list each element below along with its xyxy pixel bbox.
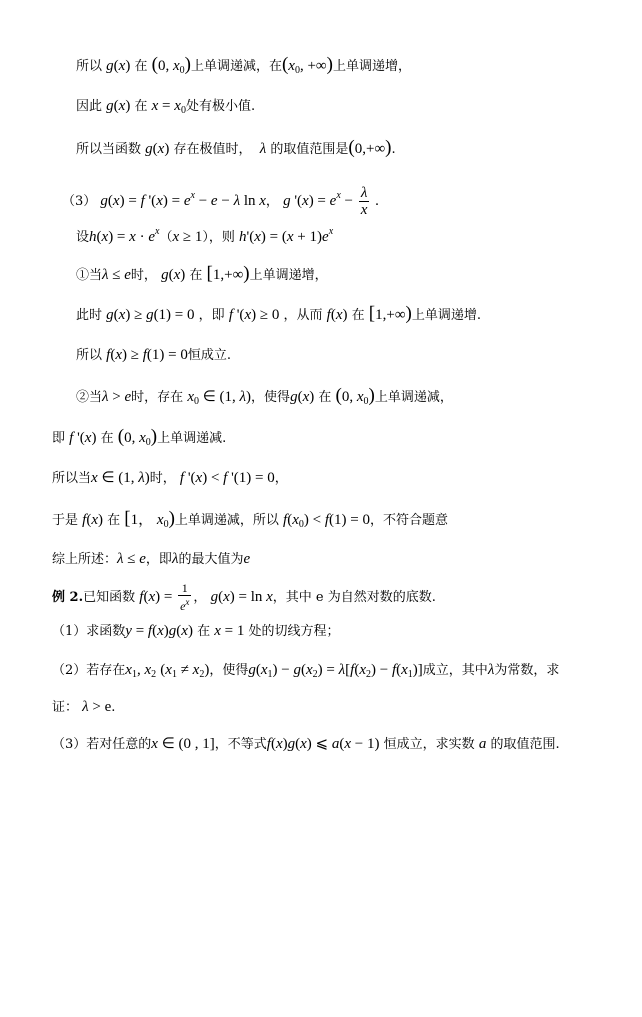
text-line-3: 所以当函数 g(x) 存在极值时， λ 的取值范围是(0,+∞). (76, 137, 396, 158)
text-line-2: 因此 g(x) 在 $x = x_0$处有极小值. (76, 98, 256, 116)
text-line-6: ①当λ ≤ e时， g(x) 在 [1,+∞)上单调递增， (76, 263, 328, 284)
text-line-9: ②当λ > e时，存在 $x_0$ ∈ (1, λ)，使得g(x) 在 (0, $x_0$)上单调递减， (76, 385, 453, 407)
text-line-7: 此时 g(x) ≥ g(1) = 0 ，即 f '(x) ≥ 0 ，从而 f(x) 在 [1,+∞)上单调递增. (76, 303, 481, 324)
question-2: （2）若存在$x_1$, $x_2$ $(x_1 \ne x_2)$，使得$g(x_1) - g(x_2) = \lambda[f(x_2) - f(x_1)]$成立，其中λ为常数，求 (52, 662, 560, 680)
question-2-continued: 证： λ > e. (52, 699, 116, 715)
text-line-13: 综上所述：λ ≤ e，即λ的最大值为e (52, 551, 251, 567)
text-line-10: 即 f '(x) 在 (0, $x_0$)上单调递减. (52, 426, 227, 448)
question-3: （3）若对任意的x ∈ (0 , 1]，不等式f(x)g(x) ⩽ a(x − 1) 恒成立，求实数 a 的取值范围. (52, 736, 560, 752)
fraction-one-over-ex: $\frac{1}{e^x}$ (180, 581, 190, 613)
text-line-1: 所以 g(x) 在 (0, $x_0$)上单调递减，在($x_0$, +∞)上单调递增， (76, 54, 411, 76)
text-line-4: （3） g(x) = f '$(x) = e^x - e - \lambda$ ln x， g '$(x) = e^x$ − $\frac{\lambda}{x}$ . (62, 185, 379, 218)
text-line-5: 设$h(x) = x \cdot e^x(x \ge 1)$，则 $h'(x) = (x + 1)e^x$ (76, 226, 334, 245)
text-line-12: 于是 f(x) 在 [1， $x_0$)上单调递减，所以 $f(x_0) < f(1) = 0$，不符合题意 (52, 508, 448, 530)
text-line-8: 所以 f(x) ≥ f(1) = 0恒成立. (76, 347, 231, 363)
fraction-lambda-over-x: $\frac{\lambda}{x}$ (360, 185, 368, 218)
question-1: （1）求函数y = f(x)g(x) 在 x = 1 处的切线方程； (52, 623, 340, 639)
text-line-11: 所以当x ∈ (1, λ)时， f '(x) < f '(1) = 0， (52, 470, 288, 486)
example-2-heading: 例 2.已知函数 f(x) = $\frac{1}{e^x}$ ， g(x) = ln x，其中 e 为自然对数的底数. (52, 581, 436, 613)
